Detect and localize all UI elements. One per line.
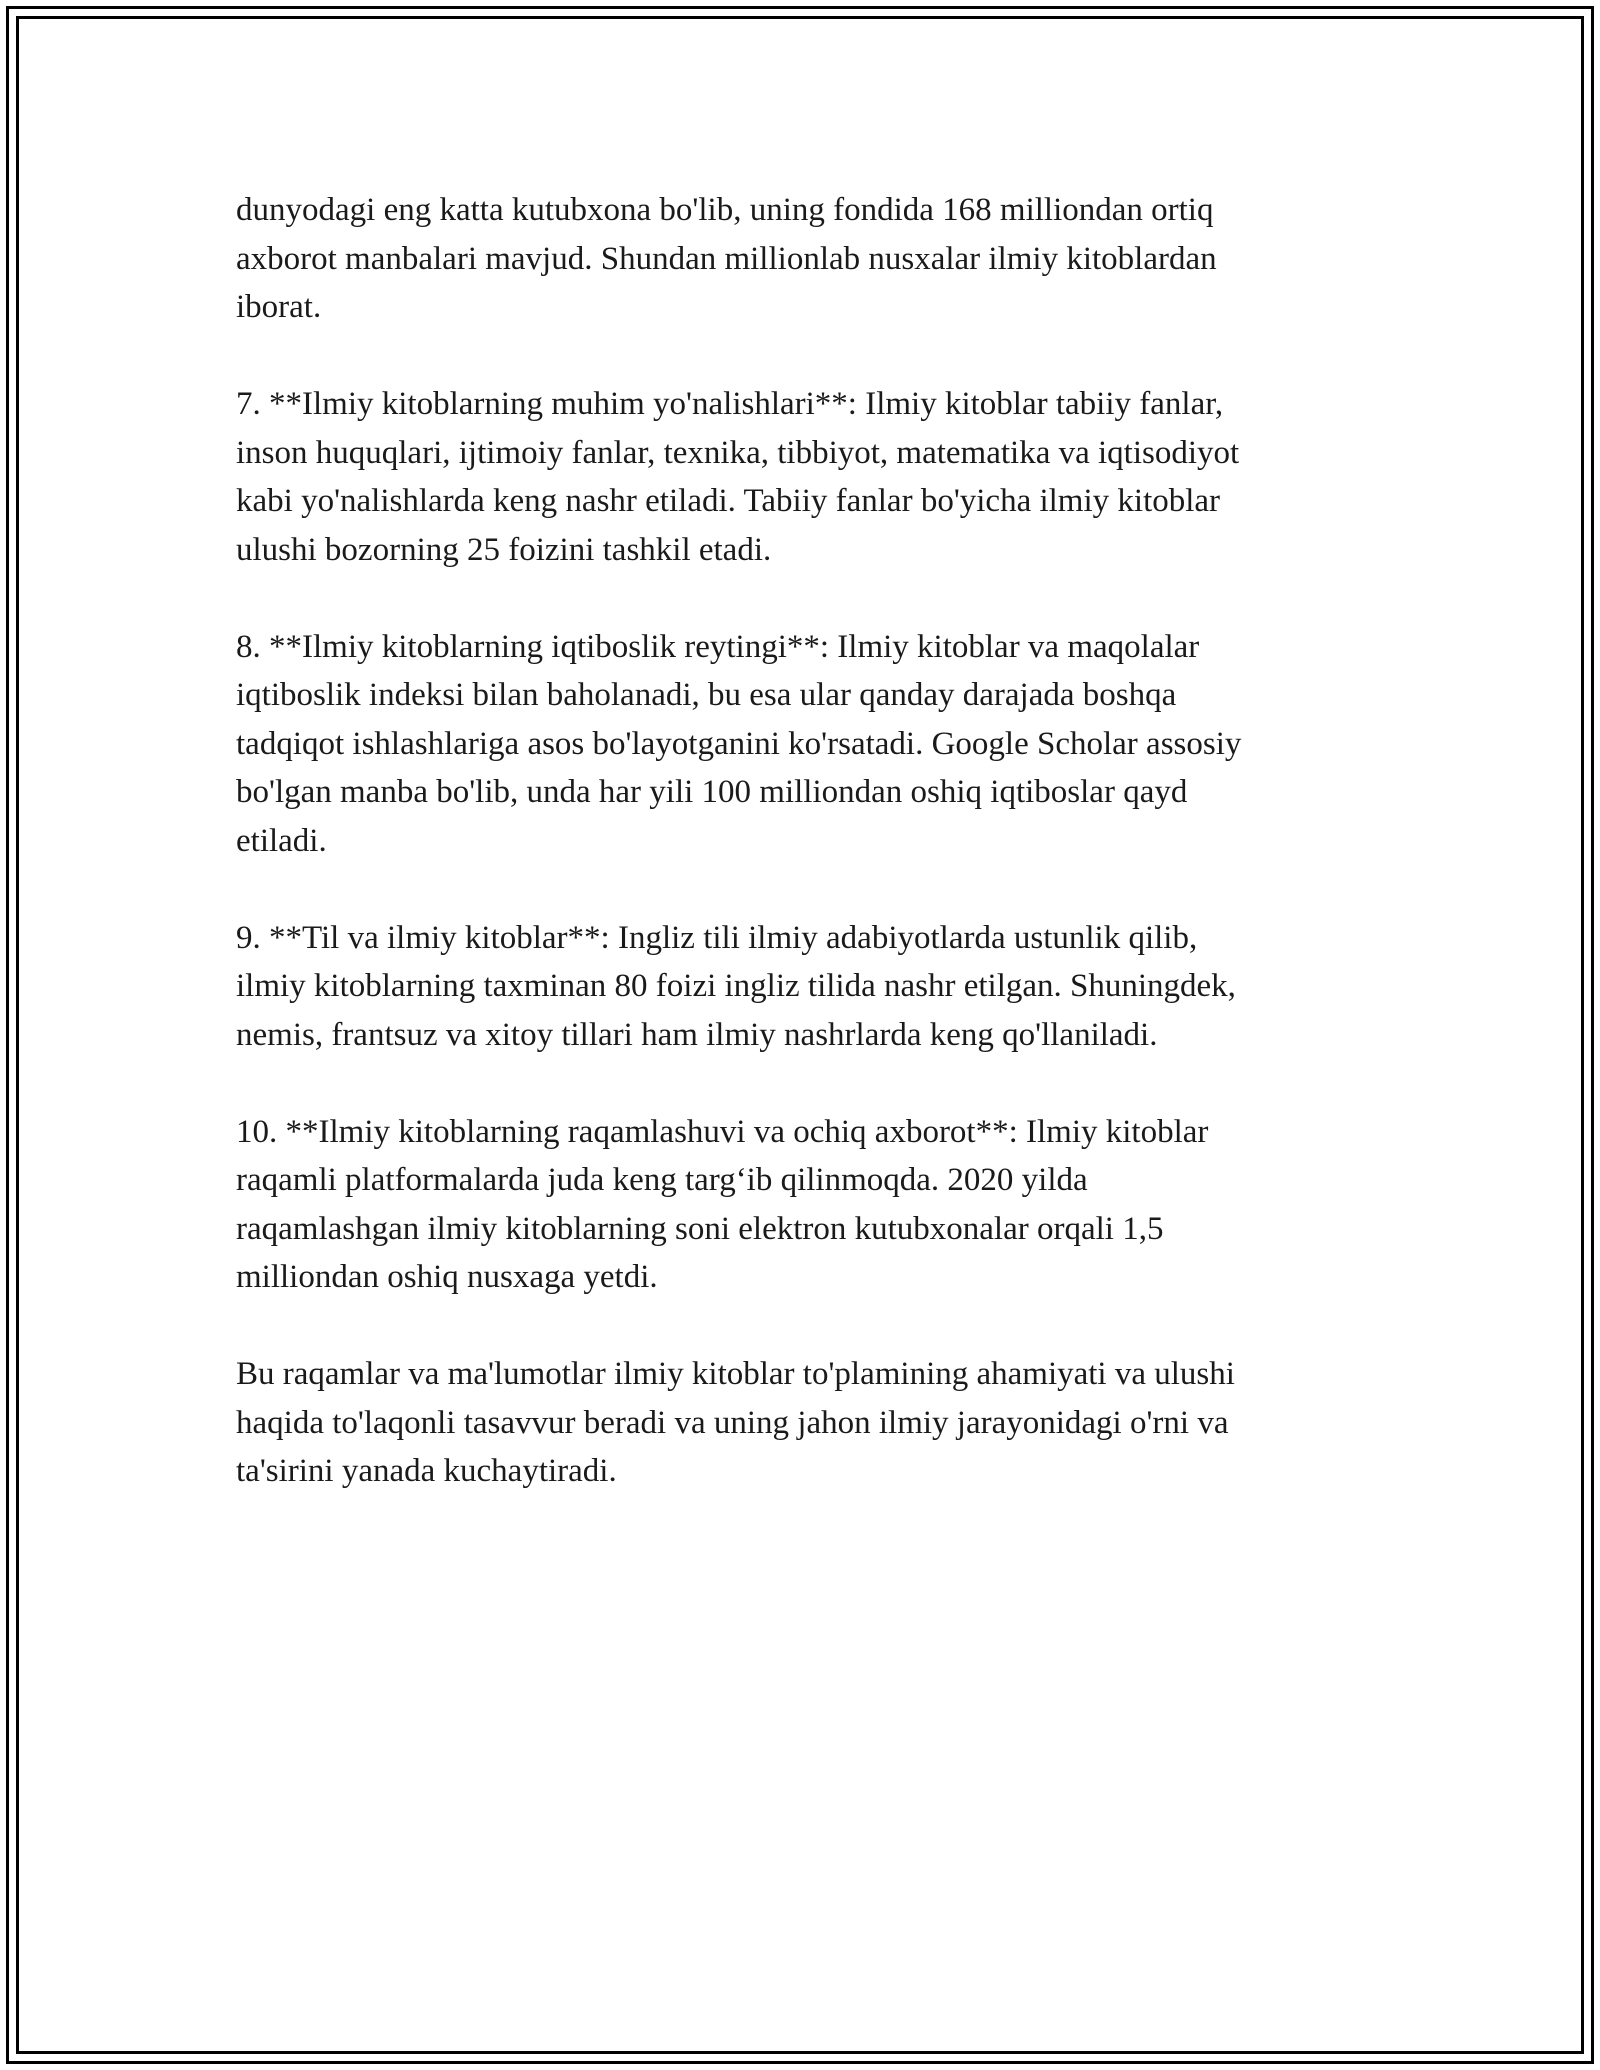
text-line: iborat.	[236, 289, 322, 325]
text-line: iqtiboslik indeksi bilan baholanadi, bu esa ular qanday darajada boshqa	[236, 677, 1177, 713]
text-line: haqida to'laqonli tasavvur beradi va uning jahon ilmiy jarayonidagi o'rni va	[236, 1404, 1229, 1441]
text-line: tadqiqot ishlashlariga asos bo'layotganini ko'rsatadi. Google Scholar assosiy	[236, 725, 1242, 762]
text-line: ta'sirini yanada kuchaytiradi.	[236, 1453, 617, 1489]
text-line: etiladi.	[236, 822, 327, 859]
text-line: Bu raqamlar va ma'lumotlar ilmiy kitoblar to'plamining ahamiyati va ulushi	[236, 1356, 1235, 1392]
text-line: 10. **Ilmiy kitoblarning raqamlashuvi va ochiq axborot**: Ilmiy kitoblar	[236, 1113, 1209, 1150]
text-line: 8. **Ilmiy kitoblarning iqtiboslik reytingi**: Ilmiy kitoblar va maqolalar	[236, 628, 1200, 665]
text-line: milliondan oshiq nusxaga yetdi.	[236, 1259, 658, 1295]
paragraph-intro-continuation	[236, 186, 1366, 332]
text-line: axborot manbalari mavjud. Shundan millionlab nusxalar ilmiy kitoblardan	[236, 240, 1217, 277]
paragraph-item-7	[236, 380, 1366, 574]
text-line: 7. **Ilmiy kitoblarning muhim yo'nalishlari**: Ilmiy kitoblar tabiiy fanlar,	[236, 386, 1224, 422]
text-line: kabi yo'nalishlarda keng nashr etiladi. Tabiiy fanlar bo'yicha ilmiy kitoblar	[236, 483, 1221, 519]
text-line: raqamli platformalarda juda keng targ‘ib qilinmoqda. 2020 yilda	[236, 1162, 1088, 1198]
text-line: ilmiy kitoblarning taxminan 80 foizi ingliz tilida nashr etilgan. Shuningdek,	[236, 968, 1236, 1004]
text-line: inson huquqlari, ijtimoiy fanlar, texnika, tibbiyot, matematika va iqtisodiyot	[236, 434, 1240, 471]
paragraph-item-10	[236, 1108, 1366, 1302]
paragraph-item-8	[236, 623, 1366, 866]
text-line: dunyodagi eng katta kutubxona bo'lib, uning fondida 168 milliondan ortiq	[236, 192, 1214, 228]
document-body	[236, 186, 1366, 1496]
paragraph-item-9	[236, 914, 1366, 1060]
text-line: ulushi bozorning 25 foizini tashkil etadi.	[236, 531, 772, 568]
text-line: raqamlashgan ilmiy kitoblarning soni elektron kutubxonalar orqali 1,5	[236, 1210, 1164, 1247]
text-line: nemis, frantsuz va xitoy tillari ham ilmiy nashrlarda keng qo'llaniladi.	[236, 1016, 1158, 1053]
text-line: bo'lgan manba bo'lib, unda har yili 100 milliondan oshiq iqtiboslar qayd	[236, 774, 1188, 810]
paragraph-conclusion	[236, 1350, 1366, 1496]
text-line: 9. **Til va ilmiy kitoblar**: Ingliz tili ilmiy adabiyotlarda ustunlik qilib,	[236, 919, 1198, 956]
